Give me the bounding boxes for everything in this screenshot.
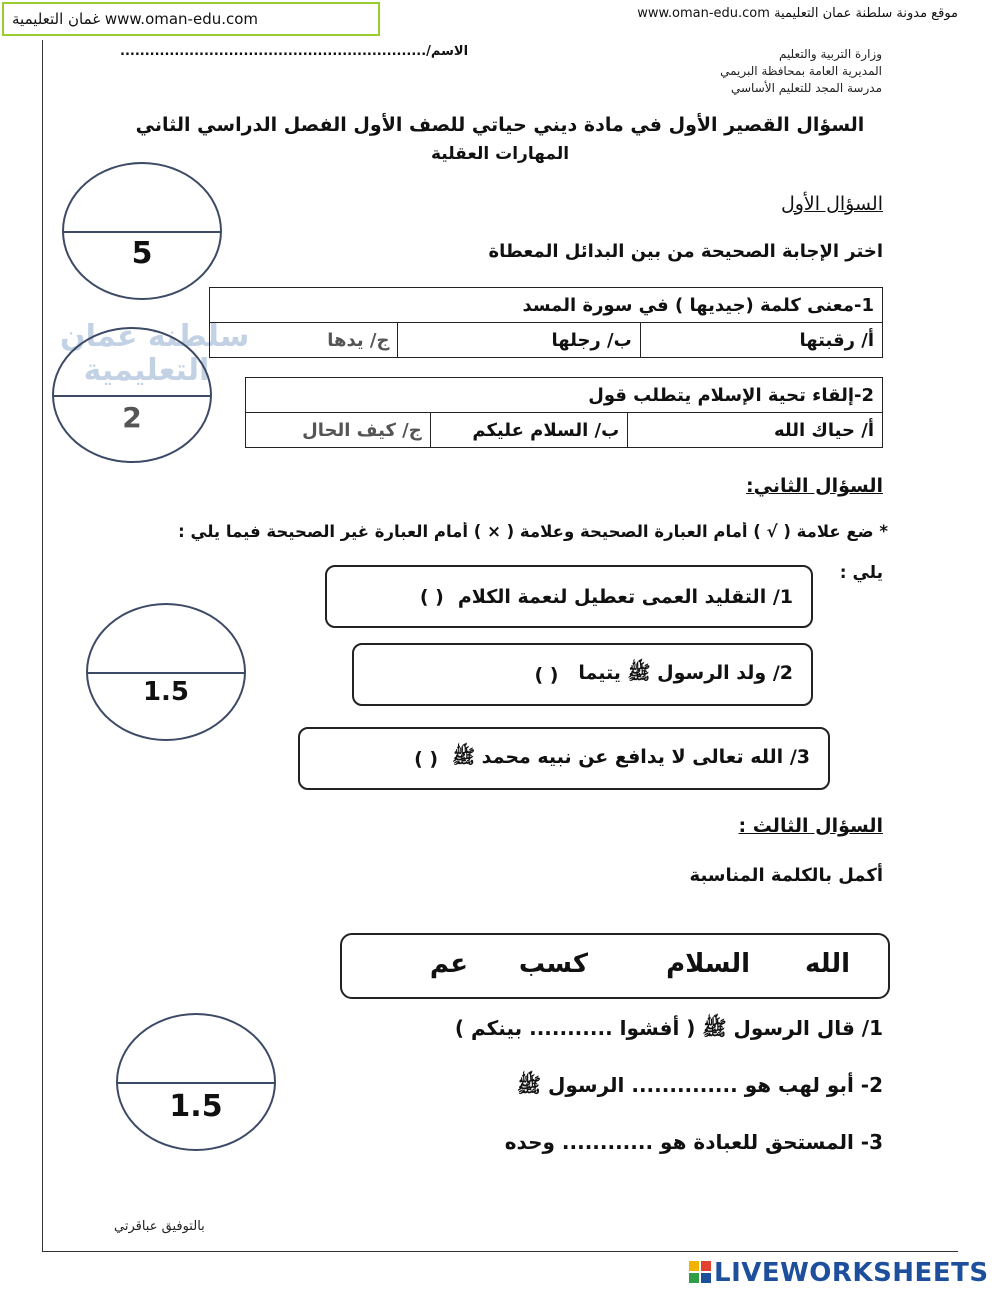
directorate-line: المديرية العامة بمحافظة البريمي <box>720 64 882 78</box>
statement-3-box <box>298 727 830 790</box>
grade-value: 1.5 <box>169 1089 223 1124</box>
word-bank <box>340 933 890 999</box>
fill-sentence-2[interactable]: 2- أبو لهب هو .............. الرسول ﷺ <box>516 1073 883 1097</box>
q1-item-2-table <box>245 377 883 448</box>
grade-circle-q1 <box>62 162 222 300</box>
site-header-text: موقع مدونة سلطنة عمان التعليمية www.oman-edu.com <box>637 6 958 21</box>
fill-sentence-1[interactable]: 1/ قال الرسول ﷺ ( أفشوا ........... بينكم ) <box>454 1016 883 1040</box>
site-link-box[interactable]: غمان التعليمية www.oman-edu.com <box>2 2 380 36</box>
q2-instruction: * ضع علامة ( √ ) أمام العبارة الصحيحة وعلامة ( × ) أمام العبارة غير الصحيحة فيما يلي : <box>178 522 888 541</box>
liveworksheets-logo-icon <box>688 1260 712 1284</box>
statement-3-answer[interactable]: ( ) <box>414 747 439 770</box>
q1-item-1-option-c[interactable]: ج/ يدها <box>210 323 398 358</box>
ministry-line: وزارة التربية والتعليم <box>778 47 882 61</box>
q1-item-1-option-a[interactable]: أ/ رقبتها <box>640 323 882 358</box>
q1-instruction: اختر الإجابة الصحيحة من بين البدائل المعطاة <box>488 241 883 262</box>
grade-divider <box>88 672 244 674</box>
watermark-line-2: التعليمية <box>83 353 210 388</box>
q2-instruction-cont: يلي : <box>839 563 883 583</box>
q3-instruction: أكمل بالكلمة المناسبة <box>689 865 883 886</box>
q1-item-1-question: 1-معنى كلمة (جيديها ) في سورة المسد <box>210 288 883 323</box>
statement-1-text: 1/ التقليد العمى تعطيل لنعمة الكلام <box>457 585 793 608</box>
word-bank-item[interactable]: السلام <box>666 949 750 979</box>
page-title: السؤال القصير الأول في مادة ديني حياتي للصف الأول الفصل الدراسي الثاني <box>135 114 865 136</box>
name-field[interactable]: الاسم/.............................................................. <box>120 44 469 59</box>
statement-1-box <box>325 565 813 628</box>
q1-item-2-option-b[interactable]: ب/ السلام عليكم <box>430 413 627 448</box>
word-bank-item[interactable]: كسب <box>518 949 588 979</box>
watermark-line-1: سلطنة عمان <box>60 319 250 354</box>
grade-circle-q2 <box>86 603 246 741</box>
statement-3-text: 3/ الله تعالى لا يدافع عن نبيه محمد ﷺ <box>452 745 810 768</box>
grade-divider <box>64 231 220 233</box>
grade-circle-q3 <box>116 1013 276 1151</box>
q1-heading: السؤال الأول <box>780 193 883 215</box>
grade-divider <box>118 1082 274 1084</box>
page-subtitle: المهارات العقلية <box>430 144 570 164</box>
q1-item-1-option-b[interactable]: ب/ رجلها <box>398 323 640 358</box>
statement-2-text: 2/ ولد الرسول ﷺ يتيما <box>578 661 793 684</box>
fill-sentence-3[interactable]: 3- المستحق للعبادة هو ............ وحده <box>504 1130 883 1154</box>
grade-value: 5 <box>131 236 153 271</box>
grade-value: 1.5 <box>142 677 190 707</box>
statement-2-box <box>352 643 813 706</box>
grade-circle-q1-part <box>52 327 212 463</box>
closing-note: بالتوفيق عباقرتي <box>114 1219 205 1234</box>
liveworksheets-brand[interactable] <box>688 1258 989 1288</box>
ministry-block <box>720 46 882 97</box>
q3-heading: السؤال الثالث : <box>738 815 883 837</box>
q1-item-2-option-c[interactable]: ج/ كيف الحال <box>246 413 431 448</box>
brand-text: LIVEWORKSHEETS <box>714 1258 989 1288</box>
grade-value: 2 <box>122 401 142 434</box>
q1-item-1-table <box>209 287 883 358</box>
word-bank-item[interactable]: الله <box>804 949 850 979</box>
q1-item-2-option-a[interactable]: أ/ حياك الله <box>628 413 883 448</box>
q1-item-2-question: 2-إلقاء تحية الإسلام يتطلب قول <box>246 378 883 413</box>
school-line: مدرسة المجد للتعليم الأساسي <box>731 81 882 95</box>
grade-divider <box>54 395 210 397</box>
q2-heading: السؤال الثاني: <box>746 475 883 497</box>
statement-1-answer[interactable]: ( ) <box>419 585 444 608</box>
word-bank-item[interactable]: عم <box>429 949 468 979</box>
statement-2-answer[interactable]: ( ) <box>534 663 559 686</box>
